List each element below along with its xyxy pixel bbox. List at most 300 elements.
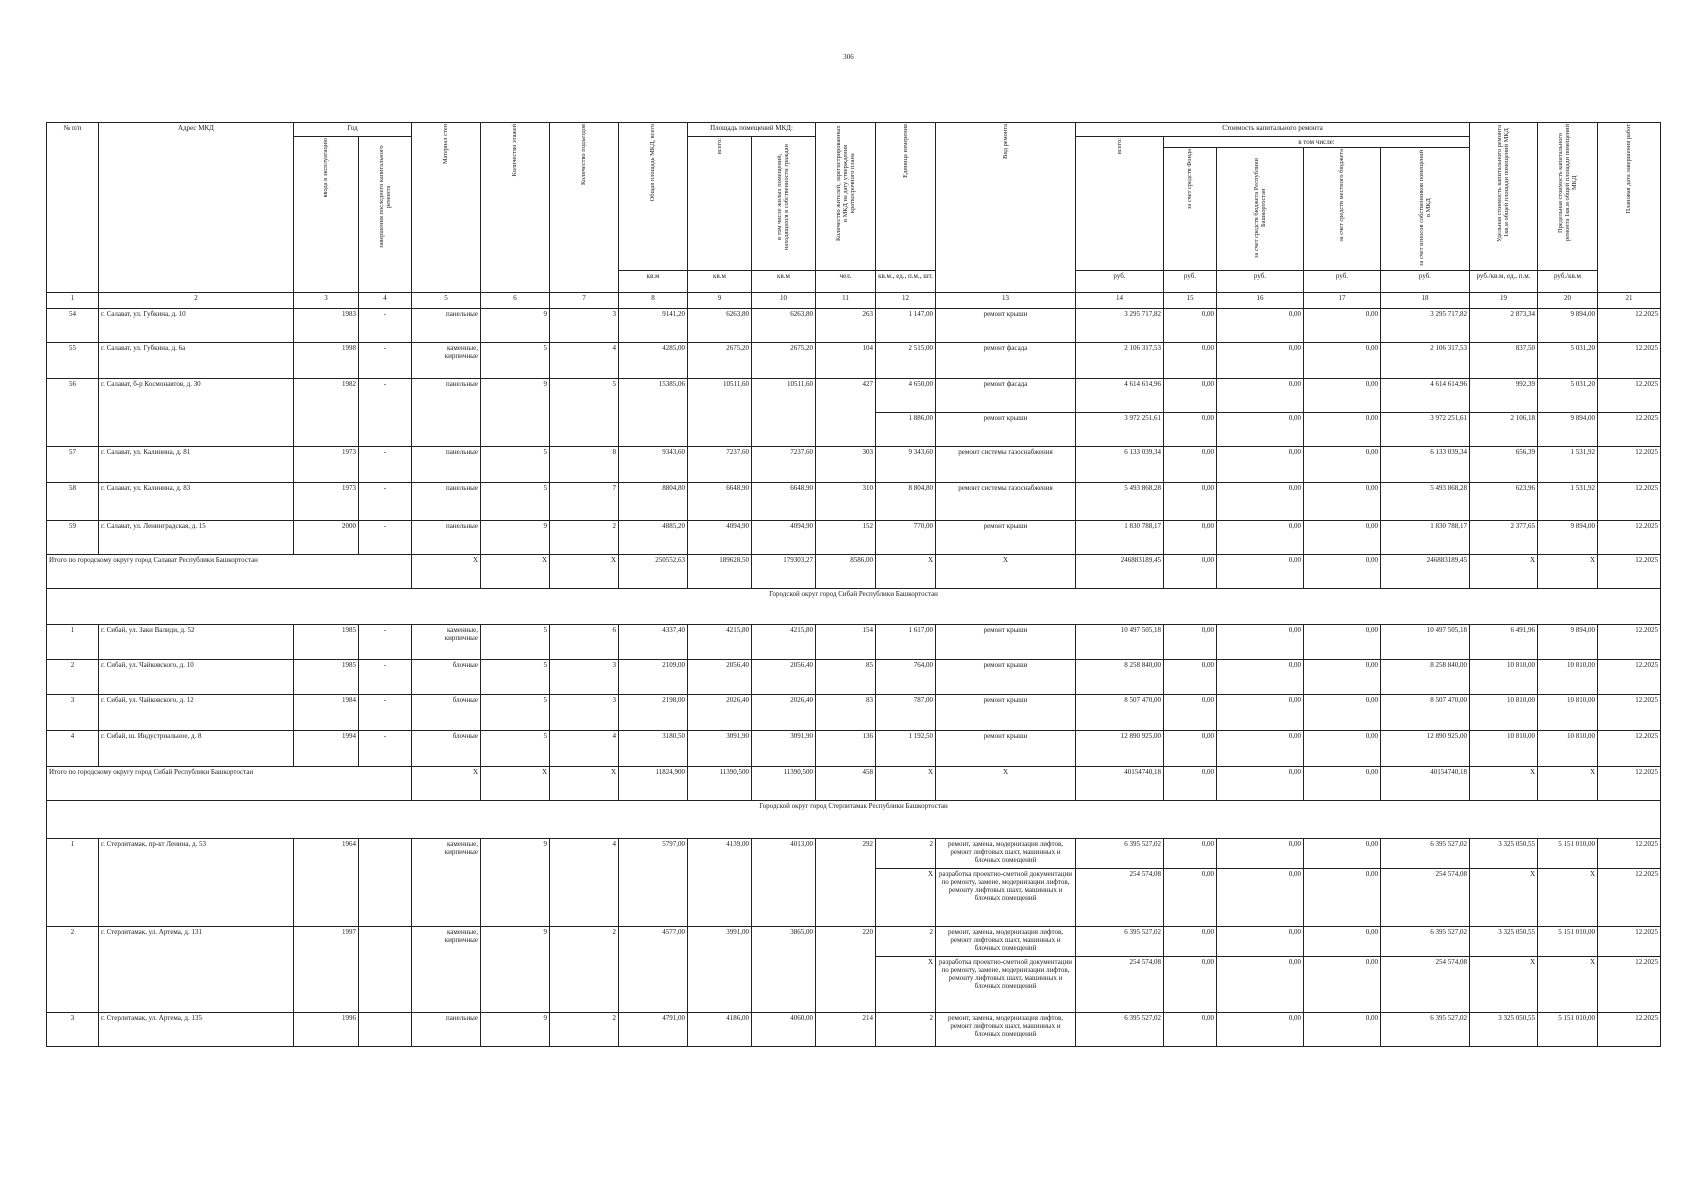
cell-fund: 0,00 [1164, 447, 1217, 483]
cell-unit: 764,00 [876, 660, 936, 695]
cell-unit: X [876, 869, 936, 927]
cell-unit: 9 343,60 [876, 447, 936, 483]
cell-date: 12.2025 [1598, 309, 1661, 343]
cell-x: X [1470, 767, 1538, 801]
cell-entr: 3 [550, 695, 619, 731]
cell-rb: 0,00 [1217, 625, 1304, 660]
cell-entr: 2 [550, 927, 619, 1013]
cell-work: ремонт фасада [936, 379, 1076, 413]
header-cell-cost-owners [1381, 148, 1470, 271]
cell-wall: блочные [412, 731, 481, 767]
cell-floors: 5 [481, 731, 550, 767]
cell-entr: 2 [550, 521, 619, 555]
header-text: Материал стен [442, 124, 450, 165]
cell-year: 1964 [294, 839, 359, 927]
cell-fund: 0,00 [1164, 957, 1217, 1013]
cell-last: - [359, 309, 412, 343]
cell-own: 1 830 788,17 [1381, 521, 1470, 555]
cell-x: X [1538, 555, 1598, 589]
column-number-cell: 5 [412, 293, 481, 309]
cell-address: г. Салават, ул. Калинина, д. 81 [99, 447, 294, 483]
header-text: за счет средств Фонда [1186, 149, 1194, 210]
cell-rb: 0,00 [1217, 767, 1304, 801]
cell-res: 2026,40 [752, 695, 816, 731]
cell-year: 1985 [294, 660, 359, 695]
cell-wall: панельные [412, 521, 481, 555]
cell-cost: 40154740,18 [1076, 767, 1164, 801]
cell-maxc: X [1538, 869, 1598, 927]
cell-rb: 0,00 [1217, 1013, 1304, 1047]
header-text: всего: [715, 138, 723, 155]
cell-wall: каменные, кирпичные [412, 927, 481, 1013]
cell-date: 12.2025 [1598, 695, 1661, 731]
header-cell-no: № п/п [47, 123, 99, 293]
cell-unit: X [876, 957, 936, 1013]
cell-fund: 0,00 [1164, 660, 1217, 695]
cell-unit: 4 650,00 [876, 379, 936, 413]
table-row [47, 731, 1661, 767]
cell-no: 3 [47, 1013, 99, 1047]
column-number-cell: 10 [752, 293, 816, 309]
cell-ucost: 2 106,18 [1470, 413, 1538, 447]
cell-mb: 0,00 [1304, 447, 1381, 483]
cell-ucost: 3 325 050,55 [1470, 927, 1538, 957]
cell-maxc: 1 531,92 [1538, 447, 1598, 483]
cell-work: ремонт системы газоснабжения [936, 483, 1076, 521]
cell-wall: панельные [412, 1013, 481, 1047]
table-row [47, 839, 1661, 869]
header-cell-cost-total [1076, 137, 1164, 271]
header-text: за счет взносов собственников помещений в МКД [1417, 150, 1432, 267]
cell-res: 11390,500 [752, 767, 816, 801]
cell-entr: 4 [550, 839, 619, 927]
header-cell-deadline [1598, 123, 1661, 293]
section-title-row [47, 589, 1661, 625]
cell-people: 214 [816, 1013, 876, 1047]
cell-work: ремонт крыши [936, 413, 1076, 447]
cell-entr: 4 [550, 731, 619, 767]
column-number-cell: 9 [688, 293, 752, 309]
cell-last: - [359, 521, 412, 555]
cell-wall: каменные, кирпичные [412, 625, 481, 660]
cell-own: 3 295 717,82 [1381, 309, 1470, 343]
column-number-cell: 18 [1381, 293, 1470, 309]
cell-work: ремонт крыши [936, 625, 1076, 660]
cell-floors: 5 [481, 660, 550, 695]
cell-no: 2 [47, 927, 99, 1013]
cell-x: X [1470, 555, 1538, 589]
cell-last: - [359, 343, 412, 379]
header-cell-cost-group: Стоимость капитального ремонта [1076, 123, 1470, 137]
header-text: за счет средств местного бюджета [1338, 149, 1346, 242]
section-title-row [47, 801, 1661, 839]
column-number-cell: 20 [1538, 293, 1598, 309]
column-number-cell: 13 [936, 293, 1076, 309]
cell-unit: 1 617,00 [876, 625, 936, 660]
column-number-cell: 2 [99, 293, 294, 309]
cell-date: 12.2025 [1598, 839, 1661, 869]
cell-people: 152 [816, 521, 876, 555]
unit-cell: кв.м [688, 271, 752, 293]
header-text: Количество жителей, зарегистрированных в МКД на дату утверждения краткосрочного плана [834, 125, 857, 241]
cell-work: ремонт крыши [936, 521, 1076, 555]
header-cell-floors [481, 123, 550, 293]
cell-res: 10511,60 [752, 379, 816, 447]
cell-area: 6648,90 [688, 483, 752, 521]
header-cell-area-group: Площадь помещений МКД: [688, 123, 816, 137]
header-cell-max-cost [1538, 123, 1598, 271]
cell-entr: 3 [550, 660, 619, 695]
cell-address: г. Стерлитамак, ул. Артема, д. 135 [99, 1013, 294, 1047]
header-text: в том числе жилых помещений, находящихся в собственности граждан [776, 144, 791, 250]
cell-people: 8586,00 [816, 555, 876, 589]
cell-last: - [359, 731, 412, 767]
cell-fund: 0,00 [1164, 343, 1217, 379]
cell-mb: 0,00 [1304, 869, 1381, 927]
cell-work: X [936, 555, 1076, 589]
cell-fund: 0,00 [1164, 379, 1217, 413]
cell-ucost: 10 810,00 [1470, 731, 1538, 767]
cell-wall: панельные [412, 447, 481, 483]
cell-wall: панельные [412, 309, 481, 343]
column-number-cell: 3 [294, 293, 359, 309]
header-cell-address: Адрес МКД [99, 123, 294, 293]
header-text: Количество этажей [511, 124, 519, 177]
cell-total: 3180,50 [619, 731, 688, 767]
cell-wall: панельные [412, 483, 481, 521]
cell-res: 6263,80 [752, 309, 816, 343]
cell-people: 85 [816, 660, 876, 695]
cell-address: г. Салават, ул. Ленинградская, д. 15 [99, 521, 294, 555]
cell-floors: 5 [481, 695, 550, 731]
cell-total: 8804,80 [619, 483, 688, 521]
column-number-cell: 19 [1470, 293, 1538, 309]
cell-cost: 254 574,08 [1076, 869, 1164, 927]
cell-maxc: 5 031,20 [1538, 379, 1598, 413]
cell-maxc: 9 894,00 [1538, 413, 1598, 447]
header-text: Плановая дата завершения работ [1625, 124, 1633, 214]
cell-mb: 0,00 [1304, 957, 1381, 1013]
cell-maxc: 5 031,20 [1538, 343, 1598, 379]
cell-date: 12.2025 [1598, 1013, 1661, 1047]
cell-cost: 6 133 039,34 [1076, 447, 1164, 483]
header-text: Удельная стоимость капитального ремонта 1кв.м общей площади помещений МКД [1496, 124, 1511, 242]
cell-own: 12 890 925,00 [1381, 731, 1470, 767]
unit-cell: руб. [1304, 271, 1381, 293]
cell-no: 55 [47, 343, 99, 379]
header-cell-residents [816, 123, 876, 271]
cell-own: 6 395 527,02 [1381, 1013, 1470, 1047]
cell-area: 4215,80 [688, 625, 752, 660]
cell-work: ремонт, замена, модернизация лифтов, ремонт лифтовых шахт, машинных и блочных помещений [936, 839, 1076, 869]
cell-wall: блочные [412, 695, 481, 731]
cell-year: 1973 [294, 447, 359, 483]
cell-people: 458 [816, 767, 876, 801]
cell-own: 40154740,18 [1381, 767, 1470, 801]
cell-mb: 0,00 [1304, 1013, 1381, 1047]
unit-cell: кв.м., ед., п.м., шт. [876, 271, 936, 293]
cell-fund: 0,00 [1164, 695, 1217, 731]
cell-people: 220 [816, 927, 876, 1013]
cell-x: X [876, 767, 936, 801]
cell-fund: 0,00 [1164, 309, 1217, 343]
cell-date: 12.2025 [1598, 483, 1661, 521]
cell-rb: 0,00 [1217, 413, 1304, 447]
page-number: 306 [843, 53, 854, 61]
unit-cell: руб. [1217, 271, 1304, 293]
cell-maxc: 9 894,00 [1538, 521, 1598, 555]
cell-cost: 4 614 614,96 [1076, 379, 1164, 413]
header-cell-year-last-repair [359, 137, 412, 293]
cell-total: 2198,00 [619, 695, 688, 731]
cell-rb: 0,00 [1217, 927, 1304, 957]
cell-no: 2 [47, 660, 99, 695]
cell-total: 4791,00 [619, 1013, 688, 1047]
cell-address: г. Салават, ул. Калинина, д. 83 [99, 483, 294, 521]
total-row [47, 767, 1661, 801]
header-cell-work-type [936, 123, 1076, 293]
header-cell-cost-incl: в том числе: [1164, 137, 1470, 148]
cell-own: 8 507 470,00 [1381, 695, 1470, 731]
cell-work: ремонт крыши [936, 660, 1076, 695]
cell-last: - [359, 660, 412, 695]
header-cell-total-area [619, 123, 688, 271]
cell-fund: 0,00 [1164, 927, 1217, 957]
cell-area: 6263,80 [688, 309, 752, 343]
unit-cell: руб. [1164, 271, 1217, 293]
cell-maxc: 10 810,00 [1538, 731, 1598, 767]
column-number-cell: 7 [550, 293, 619, 309]
column-numbers-row [47, 293, 1661, 309]
cell-total: 4337,40 [619, 625, 688, 660]
header-cell-cost-fund [1164, 148, 1217, 271]
cell-ucost: 3 325 050,55 [1470, 839, 1538, 869]
cell-no: 58 [47, 483, 99, 521]
cell-cost: 246883189,45 [1076, 555, 1164, 589]
cell-address: г. Сибай, ул. Чайковского, д. 12 [99, 695, 294, 731]
header-cell-unit-cost [1470, 123, 1538, 271]
cell-rb: 0,00 [1217, 695, 1304, 731]
cell-address: г. Салават, ул. Губкина, д. 6а [99, 343, 294, 379]
cell-date: 12.2025 [1598, 625, 1661, 660]
cell-maxc: 5 151 010,00 [1538, 927, 1598, 957]
cell-ucost: 623,96 [1470, 483, 1538, 521]
cell-ucost: 656,39 [1470, 447, 1538, 483]
cell-ucost: X [1470, 869, 1538, 927]
cell-area: 3991,00 [688, 927, 752, 1013]
table-row [47, 379, 1661, 413]
cell-floors: 9 [481, 1013, 550, 1047]
cell-x: X [550, 555, 619, 589]
column-number-cell: 6 [481, 293, 550, 309]
cell-cost: 12 890 925,00 [1076, 731, 1164, 767]
cell-people: 83 [816, 695, 876, 731]
cell-area: 2056,40 [688, 660, 752, 695]
cell-mb: 0,00 [1304, 839, 1381, 869]
column-number-cell: 12 [876, 293, 936, 309]
cell-entr: 5 [550, 379, 619, 447]
cell-ucost: 10 810,00 [1470, 660, 1538, 695]
header-text: ввода в эксплуатацию [322, 138, 330, 198]
unit-cell: руб./кв.м [1538, 271, 1598, 293]
cell-rb: 0,00 [1217, 731, 1304, 767]
cell-mb: 0,00 [1304, 927, 1381, 957]
cell-own: 254 574,08 [1381, 957, 1470, 1013]
cell-unit: 2 [876, 927, 936, 957]
column-number-cell: 8 [619, 293, 688, 309]
cell-address: г. Сибай, ул. Заки Валиди, д. 52 [99, 625, 294, 660]
cell-fund: 0,00 [1164, 1013, 1217, 1047]
cell-own: 5 493 868,28 [1381, 483, 1470, 521]
cell-work: ремонт, замена, модернизация лифтов, ремонт лифтовых шахт, машинных и блочных помещений [936, 927, 1076, 957]
cell-ucost: 2 377,65 [1470, 521, 1538, 555]
cell-res: 2056,40 [752, 660, 816, 695]
cell-res: 4094,90 [752, 521, 816, 555]
cell-people: 303 [816, 447, 876, 483]
cell-people: 427 [816, 379, 876, 447]
cell-year: 1982 [294, 379, 359, 447]
section-title: Городской округ город Стерлитамак Республики Башкортостан [47, 801, 1661, 839]
cell-no: 1 [47, 839, 99, 927]
cell-work: ремонт системы газоснабжения [936, 447, 1076, 483]
column-number-cell: 16 [1217, 293, 1304, 309]
cell-cost: 8 258 840,00 [1076, 660, 1164, 695]
column-number-cell: 17 [1304, 293, 1381, 309]
table-row [47, 695, 1661, 731]
cell-unit: 1 886,00 [876, 413, 936, 447]
cell-fund: 0,00 [1164, 555, 1217, 589]
cell-total: 250552,63 [619, 555, 688, 589]
cell-no: 56 [47, 379, 99, 447]
cell-area: 4094,90 [688, 521, 752, 555]
cell-unit: 787,00 [876, 695, 936, 731]
cell-area: 11390,500 [688, 767, 752, 801]
cell-res: 3091,90 [752, 731, 816, 767]
cell-entr: 3 [550, 309, 619, 343]
cell-year: 1997 [294, 927, 359, 1013]
cell-own: 6 395 527,02 [1381, 927, 1470, 957]
cell-entr: 4 [550, 343, 619, 379]
cell-cost: 6 395 527,02 [1076, 839, 1164, 869]
cell-date: 12.2025 [1598, 660, 1661, 695]
total-row [47, 555, 1661, 589]
cell-rb: 0,00 [1217, 447, 1304, 483]
cell-res: 4215,80 [752, 625, 816, 660]
cell-date: 12.2025 [1598, 957, 1661, 1013]
cell-maxc: 1 531,92 [1538, 483, 1598, 521]
cell-maxc: 10 810,00 [1538, 695, 1598, 731]
cell-fund: 0,00 [1164, 483, 1217, 521]
cell-address: г. Сибай, ш. Индустриальное, д. 8 [99, 731, 294, 767]
cell-work: ремонт крыши [936, 731, 1076, 767]
cell-res: 2675,20 [752, 343, 816, 379]
header-text: Единица измерения [901, 124, 909, 178]
header-text: Количество подъездов [580, 124, 588, 186]
cell-year: 1994 [294, 731, 359, 767]
header-text: Вид ремонта [1001, 124, 1009, 159]
column-number-cell: 15 [1164, 293, 1217, 309]
cell-date: 12.2025 [1598, 413, 1661, 447]
cell-cost: 3 295 717,82 [1076, 309, 1164, 343]
cell-total: 15385,06 [619, 379, 688, 447]
table-row [47, 1013, 1661, 1047]
cell-last: - [359, 695, 412, 731]
cell-last [359, 927, 412, 1013]
cell-unit: 1 147,00 [876, 309, 936, 343]
cell-entr: 2 [550, 1013, 619, 1047]
cell-last [359, 1013, 412, 1047]
cell-ucost: X [1470, 957, 1538, 1013]
cell-mb: 0,00 [1304, 555, 1381, 589]
header-cell-wall [412, 123, 481, 293]
cell-mb: 0,00 [1304, 625, 1381, 660]
cell-x: X [1538, 767, 1598, 801]
cell-cost: 3 972 251,61 [1076, 413, 1164, 447]
cell-maxc: 5 151 010,00 [1538, 839, 1598, 869]
column-number-cell: 11 [816, 293, 876, 309]
cell-mb: 0,00 [1304, 309, 1381, 343]
cell-work: ремонт фасада [936, 343, 1076, 379]
unit-cell: чел. [816, 271, 876, 293]
cell-no: 4 [47, 731, 99, 767]
cell-area: 3091,90 [688, 731, 752, 767]
cell-unit: 2 515,00 [876, 343, 936, 379]
cell-x: X [412, 555, 481, 589]
cell-year: 1984 [294, 695, 359, 731]
cell-rb: 0,00 [1217, 379, 1304, 413]
header-text: за счет средств бюджета Республики Башкортостан [1252, 158, 1267, 258]
cell-ucost: 992,39 [1470, 379, 1538, 413]
cell-x: X [412, 767, 481, 801]
table-row [47, 521, 1661, 555]
cell-address: г. Салават, б-р Космонавтов, д. 30 [99, 379, 294, 447]
cell-cost: 8 507 470,00 [1076, 695, 1164, 731]
cell-area: 4186,00 [688, 1013, 752, 1047]
table-row [47, 660, 1661, 695]
cell-mb: 0,00 [1304, 767, 1381, 801]
cell-total: 9343,60 [619, 447, 688, 483]
header-cell-year: Год [294, 123, 412, 137]
cell-maxc: X [1538, 957, 1598, 1013]
cell-x: X [481, 767, 550, 801]
header-cell-cost-local [1304, 148, 1381, 271]
cell-fund: 0,00 [1164, 521, 1217, 555]
cell-total: 4885,20 [619, 521, 688, 555]
cell-last: - [359, 625, 412, 660]
cell-fund: 0,00 [1164, 767, 1217, 801]
cell-last [359, 839, 412, 927]
cell-entr: 7 [550, 483, 619, 521]
cell-rb: 0,00 [1217, 869, 1304, 927]
cell-res: 6648,90 [752, 483, 816, 521]
cell-floors: 9 [481, 927, 550, 1013]
table-row [47, 927, 1661, 957]
cell-no: 59 [47, 521, 99, 555]
cell-people: 292 [816, 839, 876, 927]
cell-work: разработка проектно-сметной документации по ремонту, замене, модернизации лифтов, ремонту лифтовых шахт, машинных и блочных помещений [936, 957, 1076, 1013]
cell-work: ремонт, замена, модернизация лифтов, ремонт лифтовых шахт, машинных и блочных помещений [936, 1013, 1076, 1047]
cell-rb: 0,00 [1217, 957, 1304, 1013]
cell-mb: 0,00 [1304, 695, 1381, 731]
cell-people: 310 [816, 483, 876, 521]
cell-area: 189628,50 [688, 555, 752, 589]
section-title: Городской округ город Сибай Республики Башкортостан [47, 589, 1661, 625]
cell-cost: 254 574,08 [1076, 957, 1164, 1013]
cell-res: 7237,60 [752, 447, 816, 483]
cell-area: 2675,20 [688, 343, 752, 379]
cell-floors: 9 [481, 521, 550, 555]
cell-own: 246883189,45 [1381, 555, 1470, 589]
